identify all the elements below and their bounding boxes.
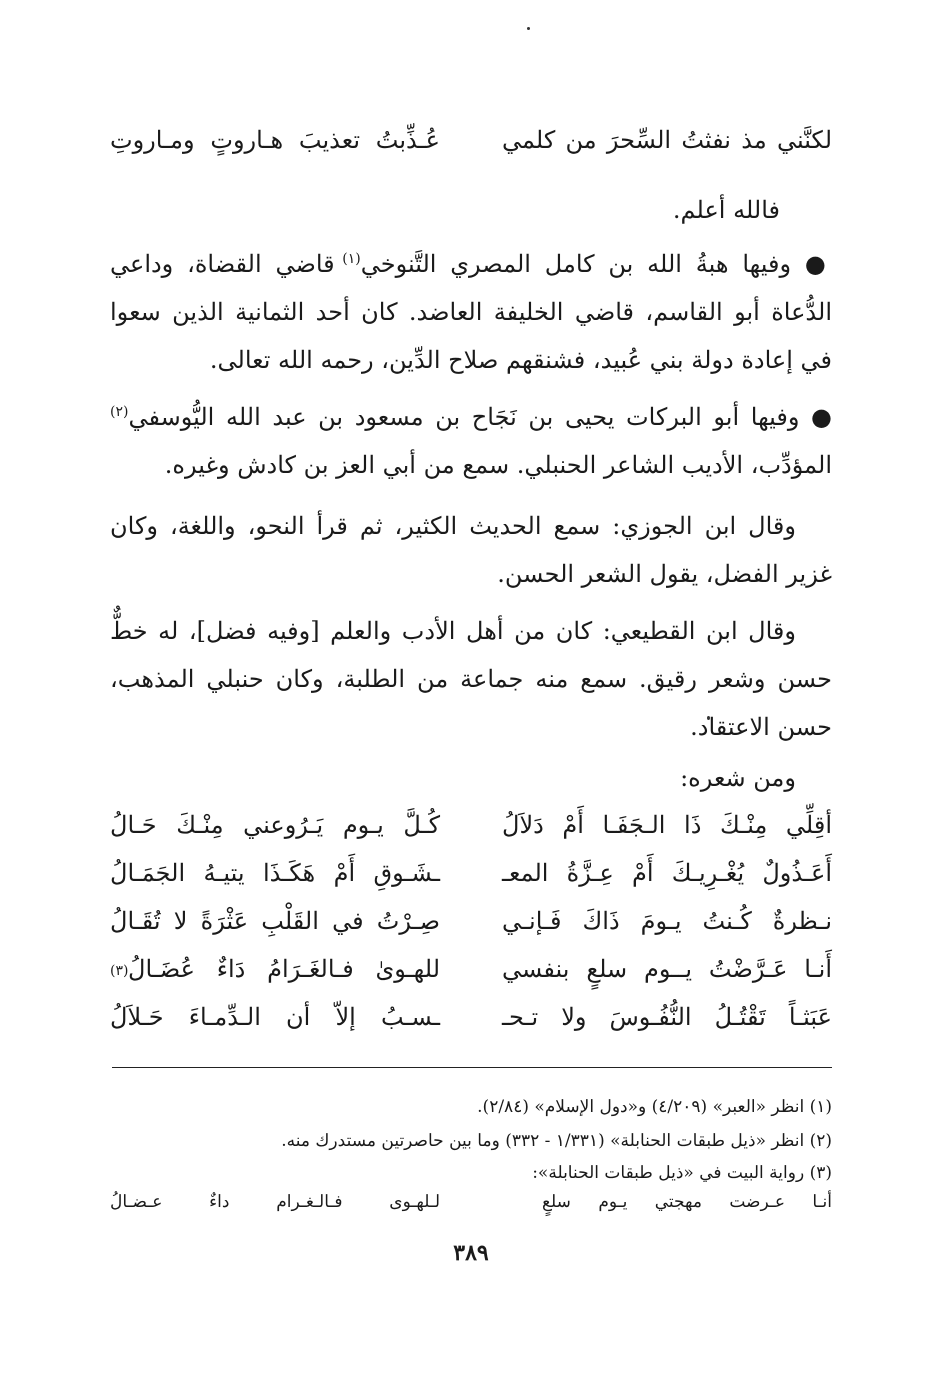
- footnote-mark-2: (٢): [110, 404, 129, 420]
- footnote-verse-left: لـلهـوى فـالـغـرام داءٌ عـضـالُ: [110, 1192, 440, 1212]
- poem-verse-left-text: للهـوىٰ فـالغَـرَامُ دَاءٌ عُضَـالُ: [128, 955, 440, 983]
- ink-speck: [527, 27, 530, 30]
- poem-verse-right: أَعَـذُولٌ يُغْـرِيـكَ أَمْ عِـزَّةُ المعـ: [502, 859, 832, 887]
- closing-line: [110, 196, 780, 224]
- footnote-separator: [112, 1067, 832, 1068]
- poem-verse: [110, 907, 832, 955]
- poem-verse-right: عَبَثـاً تَقْتُـلُ النُّفُـوسَ ولا تـحـ: [502, 1003, 832, 1031]
- poem-verse-left: [128, 955, 440, 983]
- entry2-text-a: ● وفيها أبو البركات يحيى بن نَجَاح بن مسعود بن عبد الله اليُّوسفي: [128, 403, 832, 431]
- entry2-text-b: المؤدِّب، الأديب الشاعر الحنبلي. سمع من أبي العز بن كادش وغيره.: [164, 451, 832, 479]
- entry1-text-a: ● وفيها هبةُ الله بن كامل المصري التَّنوخي: [360, 250, 832, 278]
- poem-verse-left: ـشَـوقِ أَمْ هَكَـذَا يتيـهُ الجَمَـالُ: [110, 859, 440, 887]
- paragraph-ibn-jawzi: [110, 502, 832, 598]
- ibn-qatii-text: وقال ابن القطيعي: كان من أهل الأدب والعلم [وفيه فضل]، له خطٌّ حسن وشعر رقيق. سمع منه جماعة من الطلبة، وكان حنبلي المذهب، حسن الاعتقاد.: [110, 617, 832, 741]
- closing-text: فالله أعلم.: [672, 196, 780, 224]
- poem-intro-text: ومن شعره:: [680, 764, 796, 792]
- footnote-3: (٣) رواية البيت في «ذيل طبقات الحنابلة»:: [532, 1163, 832, 1183]
- poem-intro: [110, 764, 796, 792]
- footnote-2: (٢) انظر «ذيل طبقات الحنابلة» (١/٣٣١ - ٣٣٢) وما بين حاصرتين مستدرك منه.: [281, 1131, 832, 1151]
- footnote-1: (١) انظر «العبر» (٤/٢٠٩) و«دول الإسلام» (٢/٨٤).: [477, 1097, 832, 1117]
- entry-abu-barakat: [110, 393, 832, 489]
- footnote-mark-1: (١): [342, 251, 361, 267]
- poem-verse: أَنـا عَـرَّضْتُ يــوم سلعٍ بنفسي للهـوىٰ فـالغَـرَامُ دَاءٌ عُضَـالُ (٣): [110, 955, 832, 983]
- poem-verse-left: ـسـبُ إلاّ أن الـدِّمـاءَ حَـلاَلُ: [110, 1003, 440, 1031]
- poem-verse-left: صِـرْتُ في القَلْبِ عَثْرَةً لا تُقَـالُ: [110, 907, 440, 935]
- top-verse: [110, 126, 832, 174]
- entry-hibatullah: [110, 240, 832, 384]
- page-number: ٣٨٩: [453, 1240, 489, 1266]
- poem-verse-left: كُـلَّ يـوم يَـرُوعني مِنْـكَ حَـالُ: [110, 811, 440, 839]
- poem-verse-right: نـظرةٌ كُـنتُ يـومَ ذَاكَ فَـإنـي: [502, 907, 832, 935]
- poem-verse: [110, 859, 832, 907]
- poem-verse: [110, 1003, 832, 1051]
- poem-verse-right: أَنـا عَـرَّضْتُ يــوم سلعٍ بنفسي: [502, 955, 832, 983]
- entry1-text-b: قاضي القضاة، وداعي الدُّعاة أبو القاسم، قاضي الخليفة العاضد. كان أحد الثمانية الذين سعوا في إعادة دولة بني عُبيد، فشنقهم صلاح الدِّين، رحمه الله تعالى.: [110, 250, 832, 374]
- ibn-jawzi-text: وقال ابن الجوزي: سمع الحديث الكثير، ثم قرأ النحو، واللغة، وكان غزير الفضل، يقول الشعر الحسن.: [110, 512, 832, 588]
- poem-verse: [110, 811, 832, 859]
- footnote-verse: [110, 1192, 832, 1224]
- top-verse-left: عُـذِّبتُ تعذيبَ هـاروتٍ ومـاروتِ: [110, 126, 440, 154]
- poem-verse-right: أقِلِّي مِنْـكَ ذَا الـجَفَـا أَمْ دَلاَلُ: [502, 811, 832, 839]
- top-verse-right: لكنَّني مذ نفثتُ السِّحرَ من كلمي: [502, 126, 832, 154]
- paragraph-ibn-qatii: [110, 607, 832, 751]
- footnote-verse-right: أنـا عـرضت مهجتي يـوم سلعٍ: [542, 1192, 832, 1212]
